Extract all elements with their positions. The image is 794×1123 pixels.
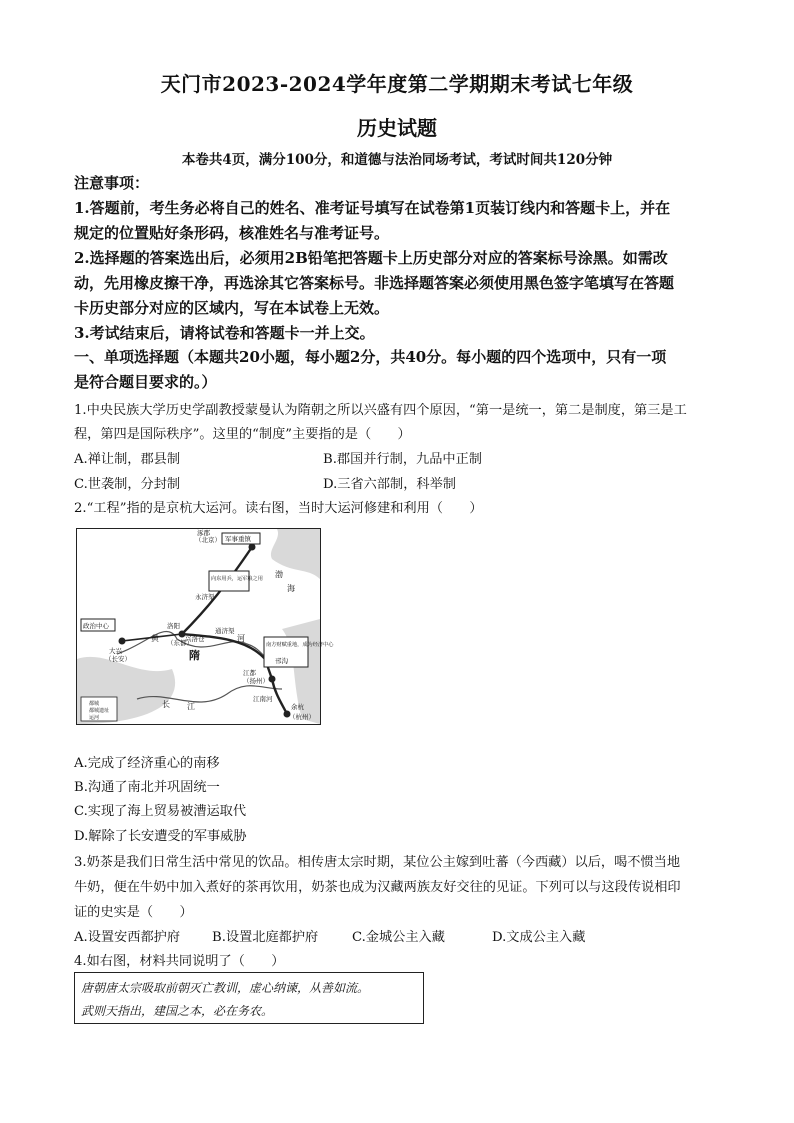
q4-material-line-1: 唐朝唐太宗吸取前朝灭亡教训，虚心纳谏，从善如流。: [81, 981, 370, 995]
map-label-jiangnan: 江南河: [253, 695, 273, 703]
map-label-zhuojun: 涿郡: [197, 529, 210, 537]
subject-title: 历史试题: [357, 116, 437, 140]
q1-option-d: D.三省六部制，科举制: [323, 477, 456, 492]
q4-material-box: [74, 972, 424, 1024]
section-heading-cont: 是符合题目要求的。）: [74, 373, 217, 391]
map-label-sea2: 海: [287, 584, 295, 593]
q1-stem-cont: 程，第四是国际秩序”。这里的“制度”主要指的是（ ）: [74, 427, 411, 442]
map-label-sui: 隋: [189, 649, 200, 662]
q2-stem: 2.“工程”指的是京杭大运河。读右图，当时大运河修建和利用（ ）: [74, 501, 483, 516]
q2-option-a: A.完成了经济重心的南移: [74, 756, 220, 771]
map-label-hangzhou: （杭州）: [289, 713, 315, 721]
q1-option-c: C.世袭制，分封制: [74, 477, 181, 492]
notice-item-3: 3.考试结束后，请将试卷和答题卡一并上交。: [74, 324, 375, 342]
notice-item-2-cont: 动，先用橡皮擦干净，再选涂其它答案标号。非选择题答案必须使用黑色签字笔填写在答题: [74, 274, 675, 292]
map-legend-canal: 运河: [89, 715, 100, 721]
notice-item-1: 1.答题前，考生务必将自己的姓名、准考证号填写在试卷第1页装订线内和答题卡上，并在: [74, 199, 671, 217]
map-label-hangou: 邗沟: [275, 657, 288, 665]
q3-option-a: A.设置安西都护府: [74, 930, 181, 945]
map-label-yuhang: 余杭: [291, 703, 304, 711]
notice-item-2-cont2: 卡历史部分对应的区域内，写在本试卷上无效。: [74, 299, 390, 317]
map-label-xingluocang: 兴洛仓: [185, 635, 205, 643]
zhuojun-marker: [249, 544, 256, 551]
map-legend-site: 都城遗址: [89, 708, 110, 714]
map-label-daxing: 大兴: [109, 647, 122, 655]
map-label-shipping: 向东用兵，运军粮之用: [211, 576, 263, 582]
q2-option-d: D.解除了长安遭受的军事威胁: [74, 829, 247, 844]
map-label-jiangdu: 江都: [243, 669, 256, 677]
map-label-luoyang: 洛阳: [167, 622, 180, 630]
q1-option-a: A.禅让制，郡县制: [74, 452, 181, 467]
map-svg: [77, 529, 334, 724]
q4-material-line-2: 武则天指出，建国之本，必在务农。: [81, 1004, 274, 1018]
q3-option-b: B.设置北庭都护府: [212, 930, 319, 945]
map-label-military: 军事重镇: [225, 535, 251, 543]
q2-option-b: B.沟通了南北并巩固统一: [74, 780, 220, 795]
map-label-economic: 南方财赋重地，成为经济中心: [266, 642, 334, 648]
notice-item-1-cont: 规定的位置贴好条形码，核准姓名与准考证号。: [74, 224, 390, 242]
notice-item-2: 2.选择题的答案选出后，必须用2B铅笔把答题卡上历史部分对应的答案标号涂黑。如需改: [74, 249, 668, 267]
daxing-marker: [119, 638, 126, 645]
map-label-jiang: 江: [187, 702, 195, 711]
map-label-beijing: （北京）: [195, 536, 221, 544]
q1-option-b: B.郡国并行制，九品中正制: [323, 452, 482, 467]
exam-title: 天门市2023-2024学年度第二学期期末考试七年级: [160, 72, 634, 96]
q4-stem: 4.如右图，材料共同说明了（ ）: [74, 954, 285, 969]
map-legend-capital: 都城: [89, 701, 100, 707]
map-label-river: 河: [237, 634, 245, 643]
jiangdu-marker: [269, 676, 276, 683]
map-label-sea1: 渤: [275, 570, 283, 579]
map-label-yongji: 永济渠: [195, 593, 215, 601]
map-label-dongdu: （东都）: [167, 639, 193, 647]
map-label-changan: （长安）: [105, 655, 131, 663]
q1-stem: 1.中央民族大学历史学副教授蒙曼认为隋朝之所以兴盛有四个原因，“第一是统一，第二是制度，第三是工: [74, 403, 687, 418]
q3-option-d: D.文成公主入藏: [492, 930, 586, 945]
map-label-chang: 长: [162, 700, 170, 709]
map-label-political: 政治中心: [83, 622, 109, 630]
exam-info: 本卷共4页，满分100分，和道德与法治同场考试，考试时间共120分钟: [181, 152, 613, 168]
notice-heading: 注意事项：: [74, 174, 150, 192]
q2-option-c: C.实现了海上贸易被漕运取代: [74, 804, 247, 819]
q3-stem: 3.奶茶是我们日常生活中常见的饮品。相传唐太宗时期，某位公主嫁到吐蕃（今西藏）以后，喝不惯当地: [74, 855, 681, 870]
q3-stem-cont: 牛奶，便在牛奶中加入煮好的茶再饮用，奶茶也成为汉藏两族友好交往的见证。下列可以与这段传说相印: [74, 880, 681, 895]
grand-canal-map: [76, 528, 334, 725]
section-heading: 一、单项选择题（本题共20小题，每小题2分，共40分。每小题的四个选项中，只有一项: [74, 348, 667, 366]
q3-stem-cont2: 证的史实是（ ）: [74, 905, 193, 920]
map-label-yellow: 黄: [151, 634, 159, 643]
map-label-tongji: 通济渠: [215, 627, 235, 635]
map-label-yangzhou: （扬州）: [243, 677, 269, 685]
q3-option-c: C.金城公主入藏: [352, 930, 445, 945]
